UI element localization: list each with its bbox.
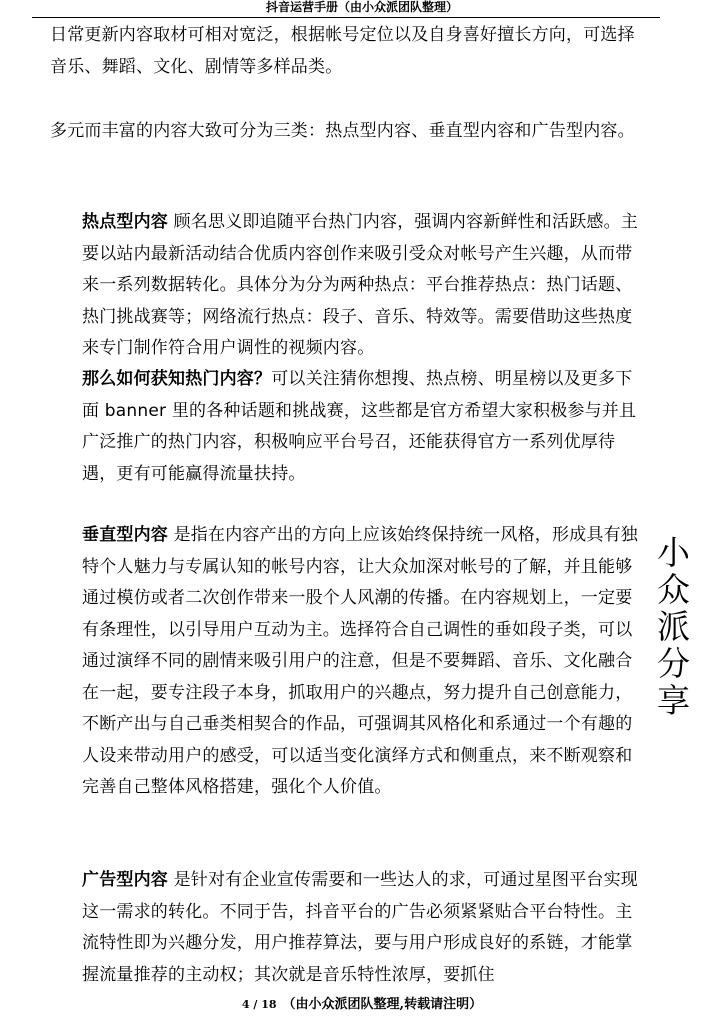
content-types-paragraph: 多元而丰富的内容大致可分为三类：热点型内容、垂直型内容和广告型内容。 (50, 121, 635, 141)
hot-content-paragraph (82, 207, 642, 365)
ad-content-paragraph (82, 865, 642, 991)
vertical-content-term: 垂直型内容 (82, 525, 168, 545)
header-divider (32, 17, 660, 18)
ad-content-text: 是针对有企业宣传需要和一些达人的求，可通过星图平台实现这一需求的转化。不同于告，抖音平台的广告必须紧紧贴合平台特性。主流特性即为兴趣分发，用户推荐算法，要与用户形成良好的系链，才能掌握流量推荐的主动权；其次就是音乐特性浓厚，要抓住 (82, 870, 639, 985)
page-footer (0, 993, 724, 1012)
footer-note: （由小众派团队整理,转载请注明） (282, 997, 483, 1012)
intro-paragraph: 日常更新内容取材可相对宽泛，根据帐号定位以及自身喜好擅长方向，可选择音乐、舞蹈、文化、剧情等多样品类。 (50, 25, 635, 77)
vertical-content-paragraph (82, 520, 642, 804)
header-title: 抖音运营手册（由小众派团队整理） (265, 0, 458, 14)
how-to-find-paragraph (82, 364, 642, 490)
how-to-find-question: 那么如何获知热门内容？ (82, 369, 272, 389)
hot-content-text: 顾名思义即追随平台热门内容，强调内容新鲜性和活跃感。主要以站内最新活动结合优质内容创作来吸引受众对帐号产生兴趣，从而带来一系列数据转化。具体分为分为两种热点：平台推荐热点：热门话题、热门挑战赛等；网络流行热点：段子、音乐、特效等。需要借助这些热度来专门制作符合用户调性的视频内容。 (82, 212, 639, 358)
side-brand-watermark: 小众派分享 (652, 535, 691, 720)
page-number: 4 / 18 (241, 998, 277, 1011)
vertical-content-text: 是指在内容产出的方向上应该始终保持统一风格，形成具有独特个人魅力与专属认知的帐号内容，让大众加深对帐号的了解，并且能够通过模仿或者二次创作带来一股个人风潮的传播。在内容规划上，一定要有条理性，以引导用户互动为主。选择符合自己调性的垂如段子类，可以通过演绎不同的剧情来吸引用户的注意，但是不要舞蹈、音乐、文化融合在一起，要专注段子本身，抓取用户的兴趣点，努力提升自己创意能力，不断产出与自己垂类相契合的作品，可强调其风格化和系通过一个有趣的人设来带动用户的感受，可以适当变化演绎方式和侧重点，来不断观察和完善自己整体风格搭建，强化个人价值。 (82, 525, 639, 797)
ad-content-term: 广告型内容 (82, 870, 168, 890)
how-to-find-text: 可以关注猜你想搜、热点榜、明星榜以及更多下面 banner 里的各种话题和挑战赛，这些都是官方希望大家积极参与并且广泛推广的热门内容，积极响应平台号召，还能获得官方一系列优厚待遇，更有可能赢得流量扶持。 (82, 369, 637, 484)
hot-content-term: 热点型内容 (82, 212, 168, 232)
